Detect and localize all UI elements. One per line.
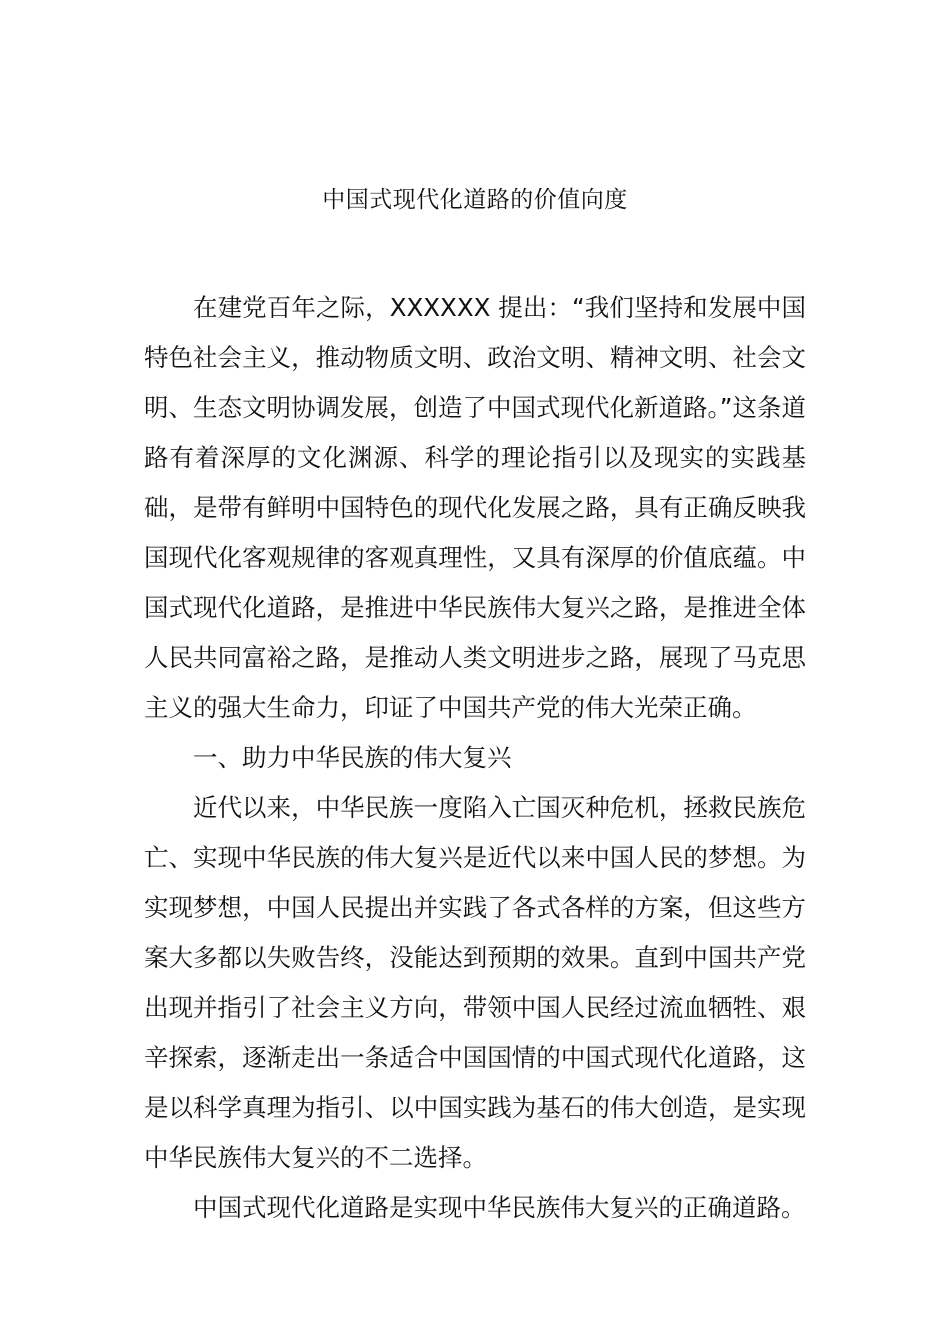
closing-paragraph: 中国式现代化道路是实现中华民族伟大复兴的正确道路。 bbox=[193, 1193, 806, 1222]
intro-paragraph: 在建党百年之际，XXXXXX 提出：“我们坚持和发展中国特色社会主义，推动物质文明、政治文明、精神文明、社会文明、生态文明协调发展，创造了中国式现代化新道路。”这条道路有着深厚的文化渊源、科学的理论指引以及现实的实践基础，是带有鲜明中国特色的现代化发展之路，具有正确反映我国现代化客观规律的客观真理性，又具有深厚的价值底蕴。中国式现代化道路，是推进中华民族伟大复兴之路，是推进全体人民共同富裕之路，是推动人类文明进步之路，展现了马克思主义的强大生命力，印证了中国共产党的伟大光荣正确。 bbox=[144, 293, 806, 722]
document-body bbox=[144, 283, 806, 1233]
document-title: 中国式现代化道路的价值向度 bbox=[322, 187, 628, 213]
section-heading: 一、助力中华民族的伟大复兴 bbox=[193, 743, 512, 772]
section-paragraph: 近代以来，中华民族一度陷入亡国灭种危机，拯救民族危亡、实现中华民族的伟大复兴是近代以来中国人民的梦想。为实现梦想，中国人民提出并实践了各式各样的方案，但这些方案大多都以失败告终，没能达到预期的效果。直到中国共产党出现并指引了社会主义方向，带领中国人民经过流血牺牲、艰辛探索，逐渐走出一条适合中国国情的中国式现代化道路，这是以科学真理为指引、以中国实践为基石的伟大创造，是实现中华民族伟大复兴的不二选择。 bbox=[144, 793, 806, 1172]
